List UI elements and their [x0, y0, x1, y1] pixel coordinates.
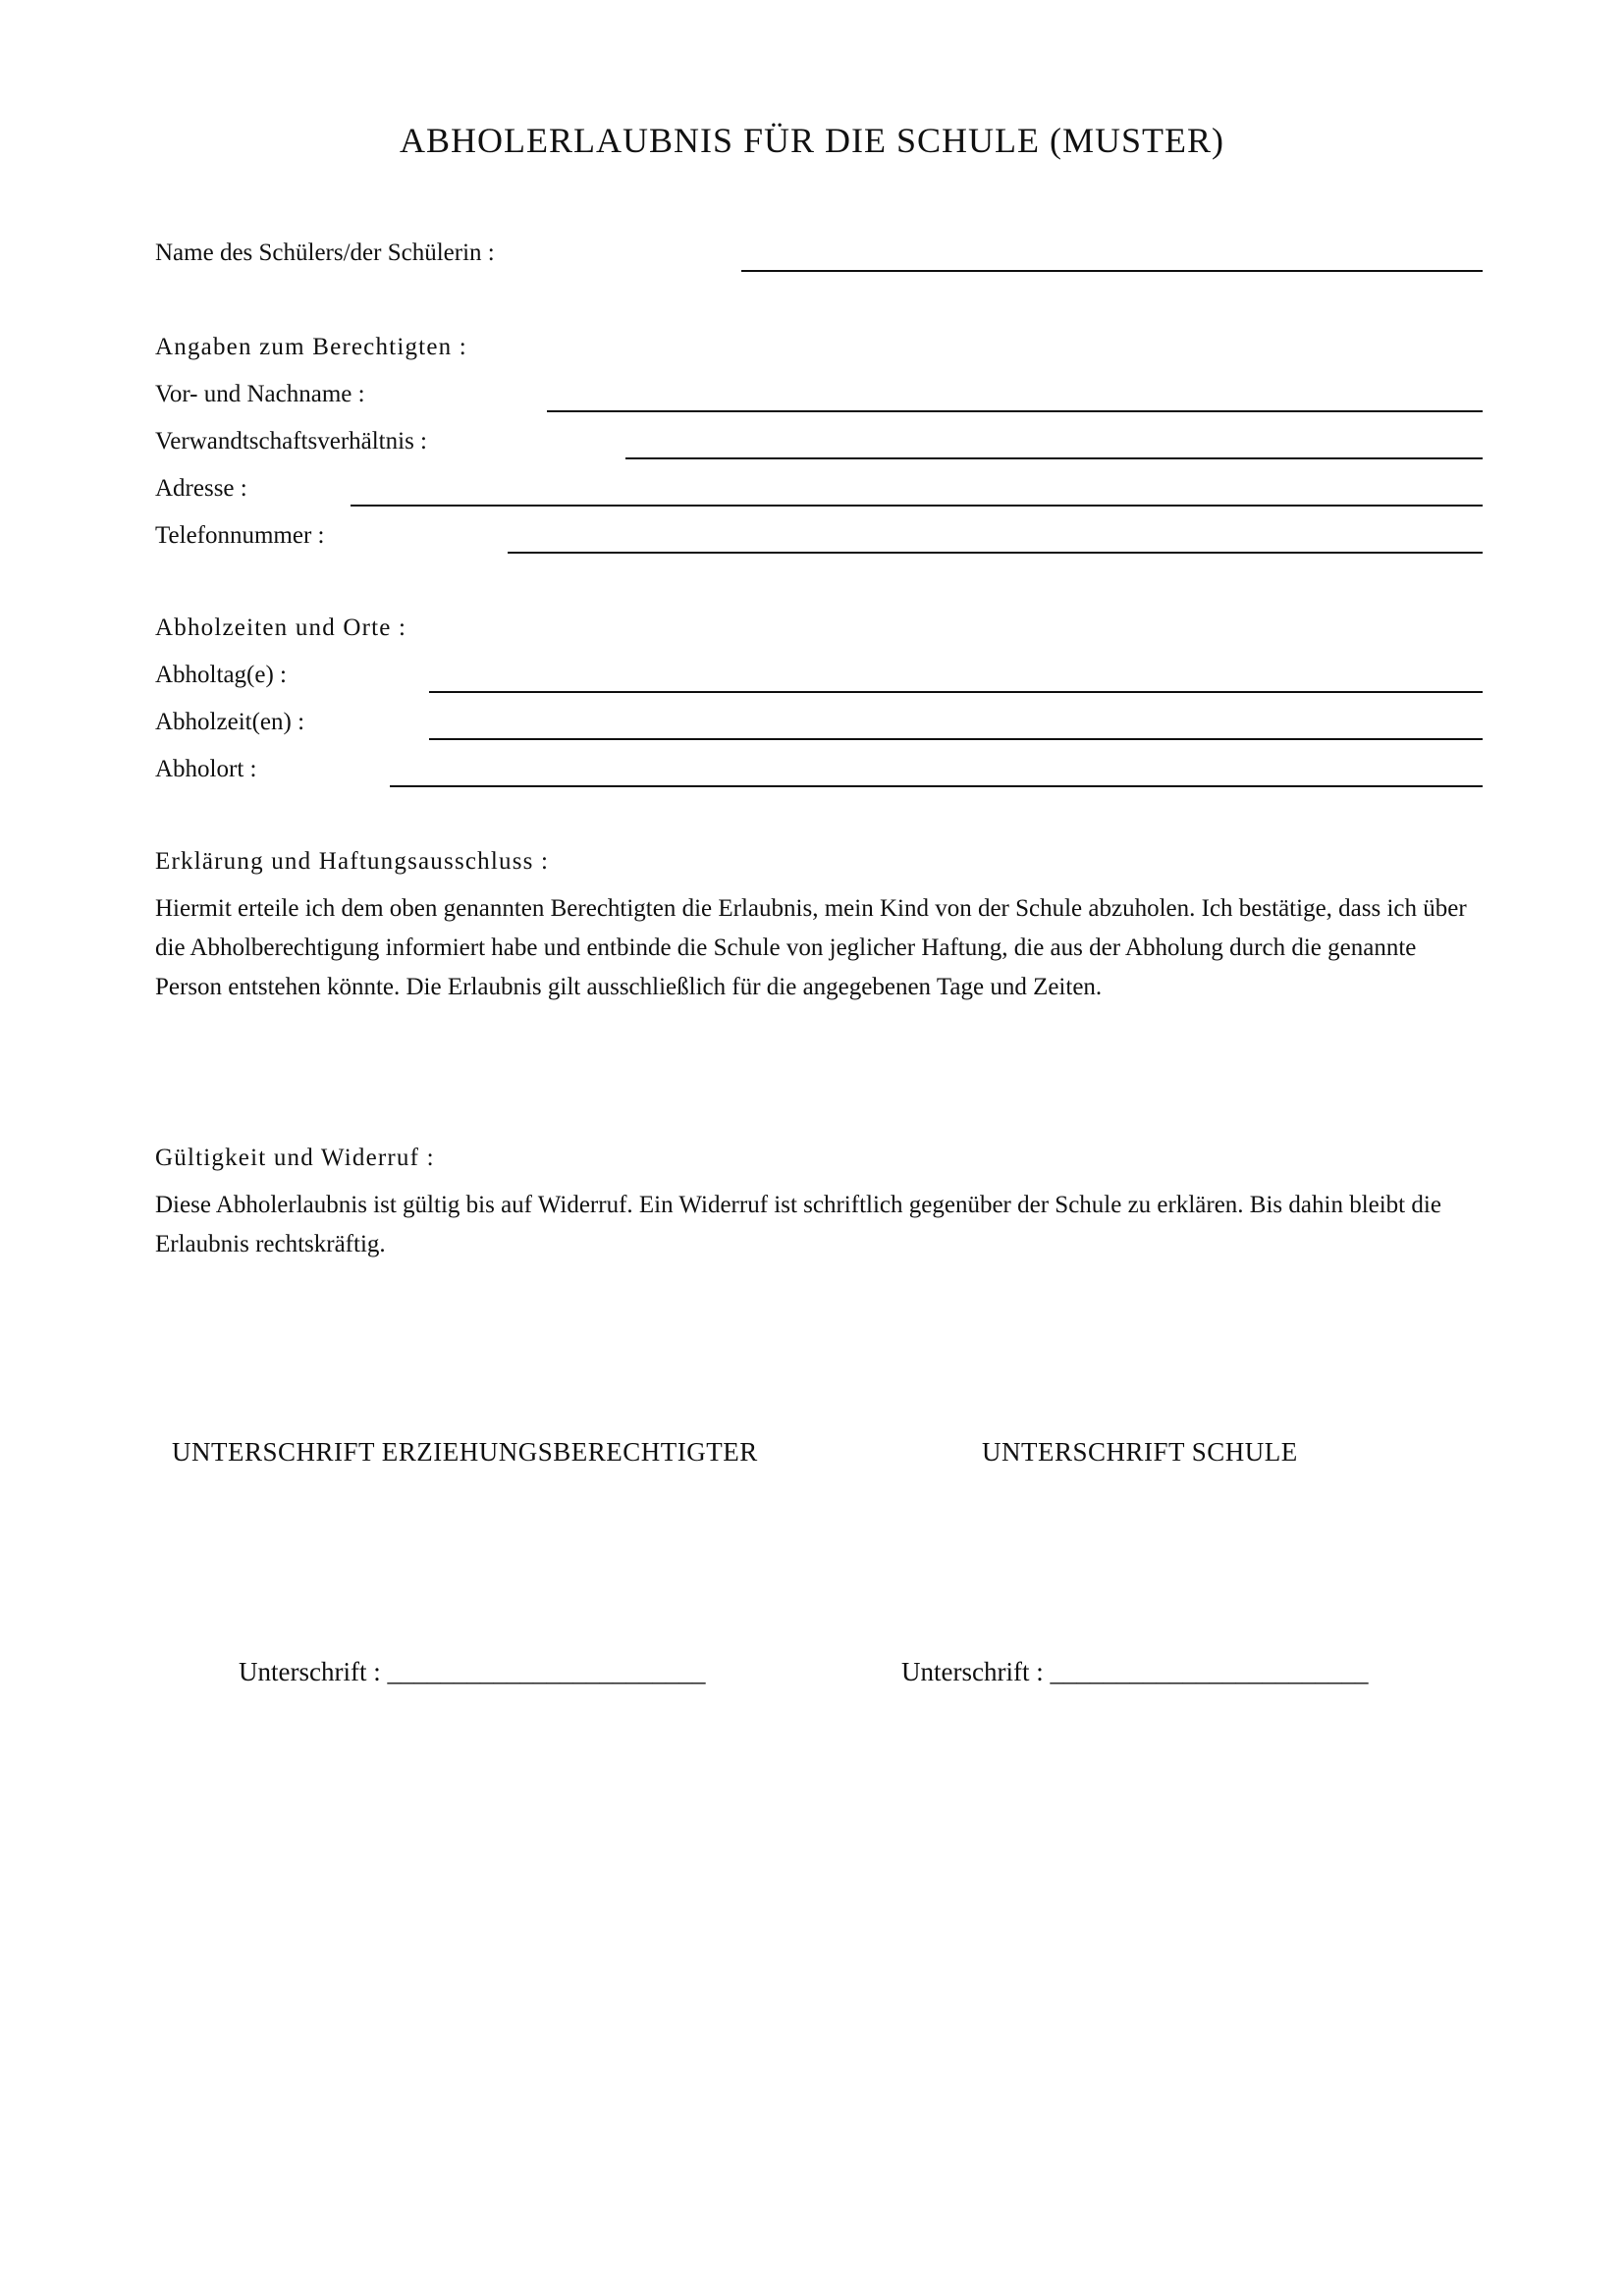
pickup-place-field[interactable] [390, 785, 1483, 787]
pickup-times-field[interactable] [429, 738, 1483, 740]
student-name-label: Name des Schülers/der Schülerin : [155, 240, 495, 266]
authorized-heading: Angaben zum Berechtigten : [155, 334, 467, 360]
authorized-name-label: Vor- und Nachname : [155, 381, 365, 407]
student-name-field[interactable] [741, 270, 1483, 272]
phone-field[interactable] [508, 552, 1483, 554]
phone-label: Telefonnummer : [155, 522, 325, 549]
relation-label: Verwandtschaftsverhältnis : [155, 428, 428, 454]
declaration-heading: Erklärung und Haftungsausschluss : [155, 848, 550, 875]
validity-text: Diese Abholerlaubnis ist gültig bis auf Widerruf. Ein Widerruf ist schriftlich gegenüber der Schule zu erklären. Bis dahin bleibt die Erlaubnis rechtskräftig. [155, 1192, 1441, 1257]
declaration-text: Hiermit erteile ich dem oben genannten Berechtigten die Erlaubnis, mein Kind von der Schule abzuholen. Ich bestätige, dass ich über die Abholberechtigung informiert habe und entbinde die Schule von jeglicher Haftung, die aus der Abholung durch die genannte Person entstehen könnte. Die Erlaubnis gilt ausschließlich für die angegebenen Tage und Zeiten. [155, 895, 1467, 1000]
pickup-place-label: Abholort : [155, 756, 257, 782]
address-field[interactable] [351, 505, 1483, 507]
validity-heading: Gültigkeit und Widerruf : [155, 1145, 435, 1171]
school-signature-heading: UNTERSCHRIFT SCHULE [982, 1437, 1298, 1467]
guardian-signature-heading: UNTERSCHRIFT ERZIEHUNGSBERECHTIGTER [172, 1437, 758, 1467]
pickup-heading: Abholzeiten und Orte : [155, 614, 407, 641]
pickup-days-label: Abholtag(e) : [155, 662, 287, 688]
pickup-times-label: Abholzeit(en) : [155, 709, 305, 735]
document-title: ABHOLERLAUBNIS FÜR DIE SCHULE (MUSTER) [399, 121, 1225, 160]
address-label: Adresse : [155, 475, 247, 502]
guardian-signature-line[interactable]: Unterschrift : ________________________ [239, 1657, 706, 1686]
relation-field[interactable] [625, 457, 1483, 459]
authorized-name-field[interactable] [547, 410, 1483, 412]
pickup-days-field[interactable] [429, 691, 1483, 693]
school-signature-line[interactable]: Unterschrift : ________________________ [901, 1657, 1369, 1686]
